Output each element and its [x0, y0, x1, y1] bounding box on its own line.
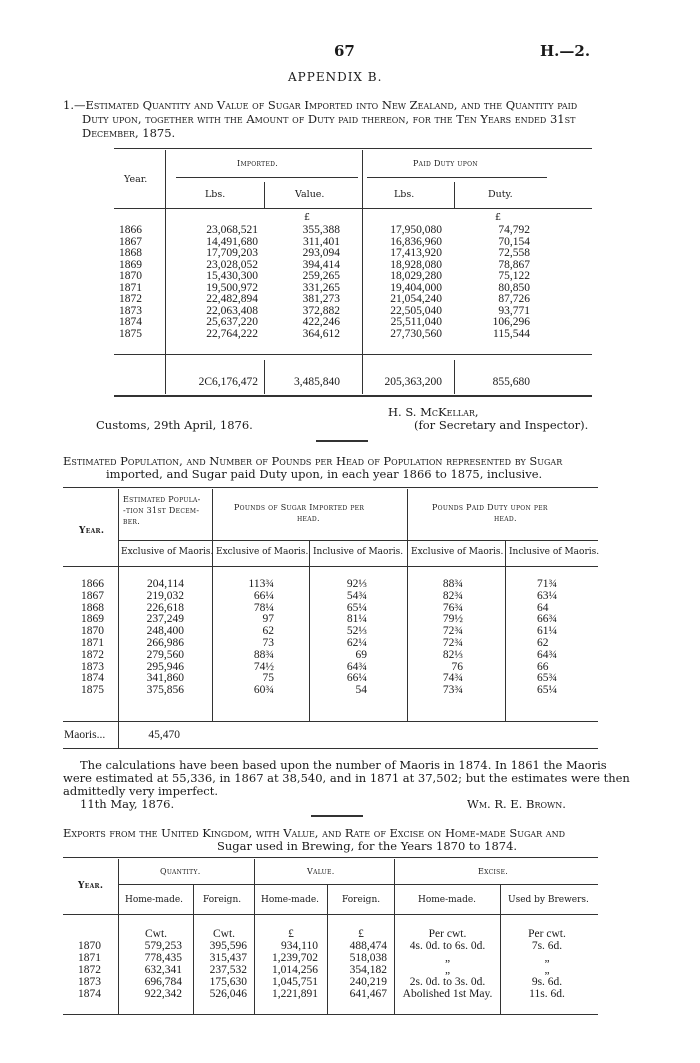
- t1-cell-duty: 93,771: [498, 304, 530, 317]
- t3-cell-val-home: 1,239,702: [272, 952, 318, 964]
- t2-cell-paid-incl: 66: [537, 660, 549, 673]
- t3-group-value: Value.: [307, 867, 335, 876]
- t3-cell-qty-foreign: 395,596: [209, 940, 247, 952]
- t1-col-duty: Duty.: [488, 189, 513, 200]
- t2-cell-population: 219,032: [146, 589, 184, 602]
- t1-cell-duty: 80,850: [498, 281, 530, 294]
- t3-cell-val-home: 1,221,891: [272, 988, 318, 1000]
- t2-cell-year: 1868: [81, 601, 104, 614]
- t2-cell-year: 1870: [81, 625, 104, 638]
- t3-group-excise: Excise.: [478, 867, 509, 876]
- t3-cell-year: 1872: [78, 964, 101, 976]
- t3-sub-home3: Home-made.: [418, 895, 477, 905]
- t2-cell-imported-excl: 113¾: [248, 578, 274, 590]
- t3-cell-val-foreign: 488,474: [349, 940, 387, 952]
- t1-cell-duty: 75,122: [498, 270, 530, 282]
- t1-cell-value: 422,246: [302, 316, 340, 328]
- section1-signature-role: (for Secretary and Inspector).: [414, 418, 589, 432]
- t2-cell-paid-excl: 76¾: [442, 601, 463, 614]
- t3-cell-excise-home: „: [444, 964, 451, 976]
- t1-cell-year: 1872: [119, 293, 142, 305]
- t3-unit-label: £: [358, 928, 364, 940]
- t1-group-imported: Imported.: [237, 159, 279, 168]
- t3-cell-excise-home: „: [444, 952, 451, 964]
- t2-sub-excl3: Exclusive of Maoris.: [411, 547, 504, 557]
- t3-cell-val-home: 1,045,751: [272, 976, 318, 988]
- t1-cell-value: 259,265: [302, 270, 340, 282]
- t3-cell-qty-home: 632,341: [144, 964, 182, 976]
- t1-cell-value: 394,414: [302, 258, 340, 271]
- t3-cell-val-home: 1,014,256: [272, 964, 318, 976]
- t2-cell-paid-excl: 76: [451, 660, 463, 673]
- t1-cell-duty: 74,792: [498, 224, 530, 236]
- document-code: H.—2.: [540, 42, 591, 60]
- t2-group-imported-1: Pounds of Sugar Imported per: [234, 503, 365, 512]
- t2-cell-paid-excl: 88¾: [442, 578, 463, 590]
- t3-cell-val-foreign: 354,182: [349, 964, 387, 976]
- t1-col-lbs: Lbs.: [205, 189, 226, 200]
- t1-cell-year: 1874: [119, 316, 142, 328]
- t2-cell-imported-excl: 78¼: [253, 601, 274, 614]
- t1-total-duty: 855,680: [492, 376, 530, 388]
- t1-cell-year: 1866: [119, 224, 142, 236]
- t3-cell-qty-home: 696,784: [144, 976, 182, 988]
- t1-cell-value: 381,273: [302, 293, 340, 305]
- section2-title-line1: Estimated Population, and Number of Pounds per Head of Population represented by Sugar: [63, 454, 563, 468]
- t2-col-pop-1: Estimated Popula-: [123, 495, 201, 504]
- t1-cell-value: 355,388: [302, 224, 340, 236]
- t2-col-year: Year.: [79, 526, 105, 536]
- section1-title-line1: 1.—Estimated Quantity and Value of Sugar Imported into New Zealand, and the Quantity paid: [63, 98, 578, 112]
- t3-cell-qty-foreign: 175,630: [209, 976, 247, 988]
- t2-cell-imported-excl: 88¾: [253, 648, 274, 661]
- t1-cell-duty: 72,558: [498, 247, 530, 259]
- t2-maoris-label: Maoris...: [64, 729, 106, 741]
- t1-cell-year: 1875: [119, 327, 142, 340]
- t2-cell-imported-incl: 54: [355, 684, 367, 697]
- t3-cell-year: 1871: [78, 952, 101, 964]
- t1-cell-duty: 70,154: [498, 235, 530, 248]
- t2-cell-paid-incl: 65¾: [537, 672, 558, 685]
- t2-cell-imported-incl: 92⅓: [346, 578, 367, 590]
- t1-cell-lbs: 22,764,222: [206, 327, 258, 340]
- t2-cell-imported-excl: 75: [262, 672, 274, 685]
- t2-sub-excl2: Exclusive of Maoris.: [216, 547, 309, 557]
- t2-cell-imported-incl: 52⅓: [346, 625, 367, 638]
- t2-cell-paid-incl: 62: [537, 637, 549, 649]
- t2-cell-year: 1874: [81, 672, 104, 685]
- t1-cell-value: 372,882: [302, 304, 340, 317]
- t2-cell-paid-incl: 71¾: [537, 578, 558, 590]
- t1-cell-value: 311,401: [303, 235, 340, 248]
- t2-cell-population: 226,618: [146, 601, 184, 614]
- t2-cell-year: 1867: [81, 589, 104, 602]
- section1-title-line2: Duty upon, together with the Amount of Duty paid thereon, for the Ten Years ended 31st: [82, 112, 576, 126]
- t2-cell-imported-incl: 66¼: [346, 672, 367, 685]
- t2-cell-imported-excl: 62: [262, 625, 274, 638]
- t3-cell-qty-home: 579,253: [144, 940, 182, 952]
- t2-cell-paid-incl: 64: [537, 601, 549, 614]
- t2-cell-year: 1869: [81, 613, 104, 626]
- page-number: 67: [334, 42, 355, 60]
- section2-signature: Wm. R. E. Brown.: [467, 797, 566, 811]
- t2-cell-year: 1873: [81, 660, 104, 673]
- t1-cell-lbs: 19,500,972: [206, 281, 258, 294]
- t1-cell-lbs: 22,482,894: [206, 293, 258, 305]
- t2-group-paid-2: head.: [494, 514, 517, 523]
- t1-cell-lbs: 15,430,300: [206, 270, 258, 282]
- t1-cell-lbs2: 22,505,040: [390, 304, 442, 317]
- t1-cell-duty: 78,867: [498, 258, 530, 271]
- t3-cell-val-foreign: 518,038: [349, 952, 387, 964]
- t3-cell-year: 1870: [78, 940, 101, 952]
- t3-cell-qty-home: 922,342: [144, 988, 182, 1000]
- t3-sub-home: Home-made.: [125, 895, 184, 905]
- t1-cell-lbs2: 17,950,080: [390, 224, 442, 236]
- t1-total-value: 3,485,840: [294, 376, 340, 388]
- t2-cell-population: 279,560: [146, 648, 184, 661]
- t2-cell-imported-incl: 65¼: [346, 601, 367, 614]
- t3-cell-excise-brewers: 11s. 6d.: [529, 988, 565, 1000]
- t1-cell-lbs2: 18,029,280: [390, 270, 442, 282]
- t3-sub-home2: Home-made.: [261, 895, 320, 905]
- t1-currency-value: £: [304, 212, 311, 223]
- t3-unit-label: Cwt.: [212, 928, 236, 940]
- t1-cell-lbs2: 18,928,080: [390, 258, 442, 271]
- t2-cell-paid-excl: 73¾: [442, 684, 463, 697]
- t1-cell-value: 364,612: [302, 327, 340, 340]
- section1-title-line3: December, 1875.: [82, 126, 176, 140]
- t3-cell-excise-home: Abolished 1st May.: [402, 988, 493, 1000]
- section2-title-line2: imported, and Sugar paid Duty upon, in each year 1866 to 1875, inclusive.: [106, 467, 543, 481]
- t1-cell-year: 1870: [119, 270, 142, 282]
- t3-cell-year: 1874: [78, 988, 101, 1000]
- t1-cell-lbs: 17,709,203: [206, 247, 258, 259]
- t2-cell-imported-excl: 97: [262, 613, 274, 626]
- t2-cell-paid-incl: 66¾: [537, 613, 558, 626]
- t1-cell-year: 1867: [119, 235, 142, 248]
- t3-unit-label: Per cwt.: [528, 928, 566, 940]
- t2-cell-paid-excl: 74¾: [442, 672, 463, 685]
- t3-unit-label: Cwt.: [144, 928, 168, 940]
- t1-cell-value: 293,094: [302, 247, 340, 259]
- t1-total-lbs: 2C6,176,472: [198, 376, 258, 388]
- t2-group-imported-2: head.: [297, 514, 320, 523]
- t1-col-value: Value.: [295, 189, 325, 200]
- t3-col-year: Year.: [78, 881, 104, 891]
- t2-cell-population: 295,946: [146, 660, 184, 673]
- t1-cell-lbs2: 16,836,960: [390, 235, 442, 248]
- t2-col-pop-2: -tion 31st Decem-: [123, 506, 200, 515]
- t1-cell-lbs2: 25,511,040: [390, 316, 442, 328]
- t3-cell-year: 1873: [78, 976, 101, 988]
- t2-cell-population: 237,249: [146, 613, 184, 626]
- t2-cell-imported-excl: 74½: [253, 660, 274, 673]
- t1-cell-lbs: 25,637,220: [206, 316, 258, 328]
- t2-sub-incl: Inclusive of Maoris.: [313, 547, 404, 557]
- t3-cell-qty-foreign: 315,437: [209, 952, 247, 964]
- t2-cell-imported-incl: 62¼: [346, 637, 367, 649]
- t2-group-paid-1: Pounds Paid Duty upon per: [432, 503, 548, 512]
- t3-cell-excise-brewers: 7s. 6d.: [531, 940, 563, 952]
- t1-group-paid: Paid Duty upon: [413, 159, 478, 168]
- t2-cell-imported-incl: 81¼: [346, 613, 367, 626]
- section2-note-line1: The calculations have been based upon the number of Maoris in 1874. In 1861 the Maoris: [80, 758, 607, 772]
- section3-title-line1: Exports from the United Kingdom, with Value, and Rate of Excise on Home-made Sugar and: [63, 826, 565, 840]
- section3-title-line2: Sugar used in Brewing, for the Years 1870 to 1874.: [217, 839, 518, 853]
- t2-col-pop-3: ber.: [123, 517, 141, 526]
- appendix-heading: APPENDIX B.: [288, 70, 383, 84]
- t3-sub-foreign2: Foreign.: [342, 895, 381, 905]
- t3-cell-val-foreign: 641,467: [349, 988, 387, 1000]
- t2-cell-year: 1872: [81, 648, 104, 661]
- t2-cell-paid-excl: 82¾: [442, 589, 463, 602]
- section2-note-line2: were estimated at 55,336, in 1867 at 38,540, and in 1871 at 37,502; but the estimates were then: [63, 771, 630, 785]
- t2-sub-incl2: Inclusive of Maoris.: [509, 547, 600, 557]
- t1-cell-lbs2: 21,054,240: [390, 293, 442, 305]
- t1-cell-lbs: 22,063,408: [206, 304, 258, 317]
- section1-signature-name: H. S. McKellar,: [388, 405, 479, 419]
- t1-currency-duty: £: [495, 212, 502, 223]
- t3-unit-label: £: [288, 928, 294, 940]
- t3-sub-brewers: Used by Brewers.: [508, 895, 589, 905]
- t3-sub-foreign: Foreign.: [203, 895, 242, 905]
- t2-cell-imported-incl: 64¾: [346, 660, 367, 673]
- t1-cell-duty: 106,296: [492, 316, 530, 328]
- t2-cell-paid-excl: 72¾: [442, 637, 463, 649]
- t1-total-lbs2: 205,363,200: [384, 376, 442, 388]
- t2-cell-paid-incl: 64¾: [537, 648, 558, 661]
- section1-dateline: Customs, 29th April, 1876.: [96, 418, 253, 432]
- t2-sub-excl: Exclusive of Maoris.: [121, 547, 214, 557]
- t1-cell-year: 1873: [119, 304, 142, 317]
- t3-cell-excise-brewers: „: [544, 964, 550, 976]
- t2-cell-paid-excl: 82⅓: [442, 648, 463, 661]
- t3-cell-val-home: 934,110: [281, 940, 318, 952]
- t3-cell-excise-home: 2s. 0d. to 3s. 0d.: [409, 976, 486, 988]
- section2-date: 11th May, 1876.: [80, 797, 175, 811]
- t1-cell-year: 1868: [119, 247, 142, 259]
- t2-cell-population: 341,860: [146, 672, 184, 685]
- t2-cell-paid-excl: 72¾: [442, 625, 463, 638]
- t2-cell-paid-excl: 79½: [442, 613, 463, 626]
- t2-cell-year: 1875: [81, 684, 104, 697]
- t2-cell-population: 375,856: [146, 684, 184, 697]
- t2-cell-imported-excl: 60¾: [253, 684, 274, 697]
- t1-cell-duty: 87,726: [498, 293, 530, 305]
- t2-maoris-value: 45,470: [148, 729, 180, 741]
- t1-cell-year: 1871: [119, 281, 142, 294]
- t1-cell-lbs2: 17,413,920: [390, 247, 442, 259]
- t2-cell-paid-incl: 65¼: [537, 684, 558, 697]
- t3-cell-qty-foreign: 526,046: [209, 988, 247, 1000]
- t1-cell-lbs: 14,491,680: [206, 235, 258, 248]
- t2-cell-population: 204,114: [147, 578, 184, 590]
- t1-cell-lbs2: 27,730,560: [390, 327, 442, 340]
- t3-cell-val-foreign: 240,219: [349, 976, 387, 988]
- t2-cell-imported-incl: 69: [355, 648, 367, 661]
- t1-cell-year: 1869: [119, 258, 142, 271]
- t1-cell-lbs: 23,068,521: [206, 224, 258, 236]
- t1-cell-lbs2: 19,404,000: [390, 281, 442, 294]
- t2-cell-paid-incl: 61¼: [537, 625, 558, 638]
- t3-cell-qty-home: 778,435: [144, 952, 182, 964]
- t2-cell-paid-incl: 63¼: [537, 589, 558, 602]
- t3-cell-qty-foreign: 237,532: [209, 964, 247, 976]
- t1-cell-value: 331,265: [302, 281, 340, 294]
- t3-cell-excise-brewers: 9s. 6d.: [531, 976, 563, 988]
- t1-cell-lbs: 23,028,052: [206, 258, 258, 271]
- t1-col-year: Year.: [124, 174, 148, 185]
- t2-cell-year: 1866: [81, 578, 104, 590]
- t2-cell-year: 1871: [81, 637, 104, 649]
- t3-cell-excise-home: 4s. 0d. to 6s. 0d.: [409, 940, 486, 952]
- t3-group-quantity: Quantity.: [160, 867, 201, 876]
- t1-col-lbs2: Lbs.: [394, 189, 415, 200]
- t1-cell-duty: 115,544: [493, 327, 530, 340]
- t2-cell-population: 248,400: [146, 625, 184, 638]
- t2-cell-imported-excl: 73: [262, 637, 274, 649]
- t3-cell-excise-brewers: „: [544, 952, 550, 964]
- t2-cell-imported-incl: 54¾: [346, 589, 367, 602]
- section2-note-line3: admittedly very imperfect.: [63, 784, 219, 798]
- t3-unit-label: Per cwt.: [428, 928, 467, 940]
- t2-cell-imported-excl: 66¼: [253, 589, 274, 602]
- t2-cell-population: 266,986: [146, 637, 184, 649]
